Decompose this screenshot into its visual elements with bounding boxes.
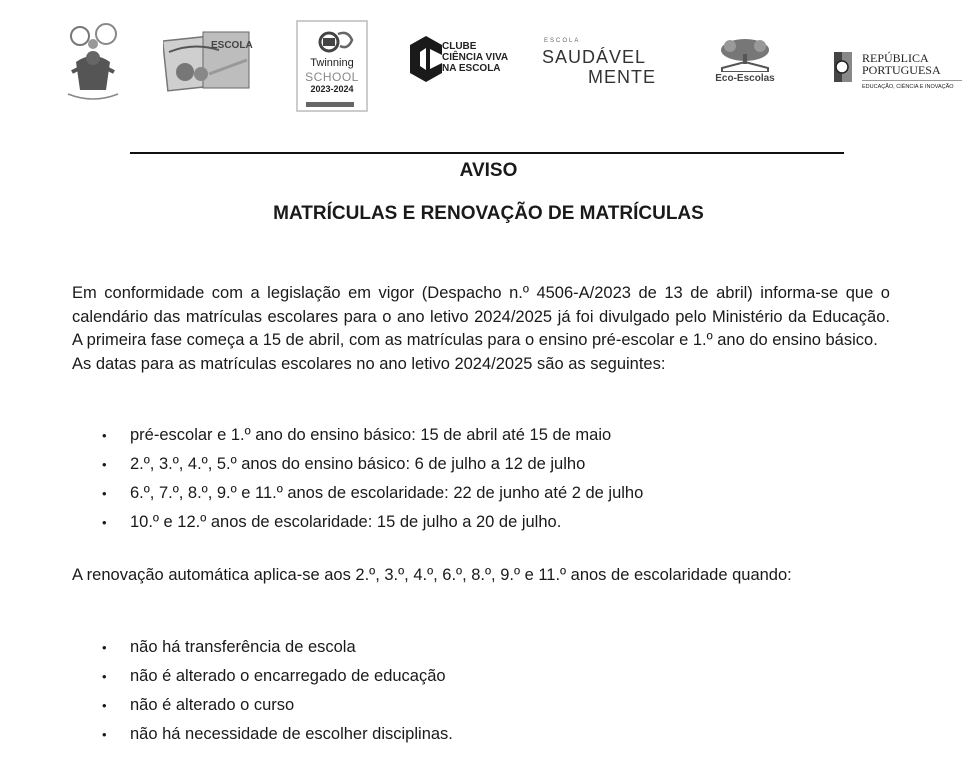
list-item	[72, 450, 643, 479]
eco-label: Eco-Escolas	[715, 73, 775, 84]
republica-line2: PORTUGUESA	[862, 63, 941, 77]
list-item-text: 10.º e 12.º anos de escolaridade: 15 de julho a 20 de julho.	[130, 513, 562, 531]
dates-intro-text: As datas para as matrículas escolares no ano letivo 2024/2025 são as seguintes:	[72, 354, 666, 373]
list-item-text: pré-escolar e 1.º ano do ensino básico: 15 de abril até 15 de maio	[130, 426, 612, 444]
bullet-icon: •	[102, 428, 107, 443]
eco-escolas-logo	[700, 38, 790, 88]
renewal-paragraph: A renovação automática aplica-se aos 2.º, 3.º, 4.º, 6.º, 8.º, 9.º e 11.º anos de escolaridade quando:	[72, 566, 792, 584]
saudavel-line1: SAUDÁVEL	[542, 47, 647, 67]
list-item-text: não há necessidade de escolher disciplinas.	[130, 725, 453, 743]
enrolment-dates-list	[72, 421, 643, 537]
clube-line2: CIÊNCIA VIVA	[442, 52, 509, 63]
logo-strip	[0, 20, 977, 120]
list-item-text: 6.º, 7.º, 8.º, 9.º e 11.º anos de escolaridade: 22 de junho até 2 de julho	[130, 484, 644, 502]
list-item-text: 2.º, 3.º, 4.º, 5.º anos do ensino básico: 6 de julho a 12 de julho	[130, 455, 586, 473]
republica-portuguesa-logo	[832, 48, 972, 100]
list-item	[72, 662, 453, 691]
clube-line1: CLUBE	[442, 41, 477, 52]
bullet-icon: •	[102, 640, 107, 655]
twinning-year: 2023-2024	[310, 84, 354, 94]
list-item	[72, 633, 453, 662]
twinning-label: Twinning	[310, 57, 354, 69]
school-label: SCHOOL	[305, 70, 359, 84]
saudavel-line2: MENTE	[588, 67, 656, 87]
school-mascot-logo	[58, 22, 128, 102]
list-item	[72, 720, 453, 749]
bullet-icon: •	[102, 669, 107, 684]
notice-title: AVISO	[459, 160, 518, 181]
list-item-text: não é alterado o curso	[130, 696, 295, 714]
clube-line3: NA ESCOLA	[442, 63, 501, 74]
republica-line3: EDUCAÇÃO, CIÊNCIA E INOVAÇÃO	[862, 84, 954, 90]
header-rule	[130, 152, 844, 154]
renewal-conditions-list	[72, 633, 453, 749]
saudavel-top: ESCOLA	[544, 38, 581, 44]
escola-saudavel-mente-logo	[540, 38, 670, 88]
intro-text: Em conformidade com a legislação em vigor (Despacho n.º 4506-A/2023 de 13 de abril) informa-se que o calendário das matrículas escolares para o ano letivo 2024/2025 já foi divulgado pelo Ministério da Educação. A primeira fase começa a 15 de abril, com as matrículas para o ensino pré-escolar e 1.º ano do ensino básico.	[72, 284, 890, 349]
notice-subtitle: MATRÍCULAS E RENOVAÇÃO DE MATRÍCULAS	[273, 203, 704, 224]
list-item	[72, 508, 643, 537]
clube-ciencia-viva-logo	[408, 34, 518, 84]
intro-paragraph	[72, 282, 890, 376]
bullet-icon: •	[102, 457, 107, 472]
list-item	[72, 479, 643, 508]
bullet-icon: •	[102, 698, 107, 713]
bullet-icon: •	[102, 486, 107, 501]
republica-line1: REPÚBLICA	[862, 51, 929, 65]
twinning-school-logo	[296, 20, 368, 112]
list-item-text: não é alterado o encarregado de educação	[130, 667, 446, 685]
bullet-icon: •	[102, 727, 107, 742]
list-item-text: não há transferência de escola	[130, 638, 356, 656]
list-item	[72, 691, 453, 720]
republica-divider	[862, 80, 962, 81]
list-item	[72, 421, 643, 450]
escola-stamp-logo	[163, 30, 253, 96]
escola-stamp-label: ESCOLA	[211, 40, 253, 51]
bullet-icon: •	[102, 515, 107, 530]
